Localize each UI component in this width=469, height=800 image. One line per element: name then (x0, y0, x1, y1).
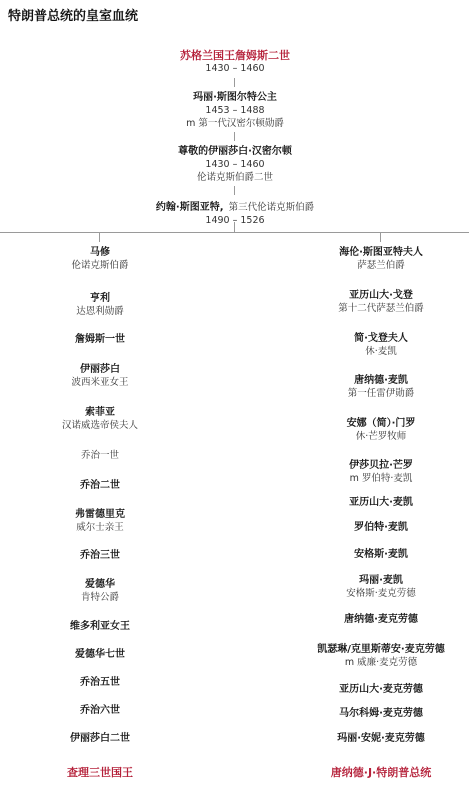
ancestor-name: 亚历山大·麦凯 (349, 497, 413, 508)
ancestor-name: 伊莎贝拉·芒罗 (349, 460, 413, 471)
right-node (354, 521, 408, 534)
ancestor-name: 简·戈登夫人 (354, 333, 408, 344)
left-node (75, 508, 125, 534)
ancestor-title: 波西米亚女王 (71, 377, 129, 388)
left-node (80, 676, 120, 689)
right-branch-drop (380, 232, 381, 242)
ancestor-name: 乔治三世 (80, 550, 120, 561)
right-node (354, 332, 408, 358)
left-node (81, 449, 119, 462)
ancestor-name: 约翰·斯图亚特, (155, 202, 224, 213)
trunk-node-elizabeth-hamilton (178, 145, 292, 184)
left-node (80, 704, 120, 717)
right-node (337, 732, 425, 745)
ancestor-title: 达恩利勋爵 (76, 306, 124, 317)
ancestor-name: 唐纳德·麦凯 (354, 375, 408, 386)
ancestor-name: 亚历山大·麦克劳德 (339, 684, 423, 695)
right-node (347, 417, 416, 443)
ancestor-dates: 1430 – 1460 (205, 159, 265, 170)
right-node (349, 496, 413, 509)
right-node-donald-trump (331, 766, 431, 779)
ancestor-name: 亨利 (89, 293, 110, 304)
ancestor-name: 查理三世国王 (67, 766, 133, 779)
ancestor-title: 萨瑟兰伯爵 (357, 260, 405, 271)
ancestor-name: 乔治一世 (80, 450, 120, 461)
ancestor-name: 乔治六世 (80, 705, 120, 716)
ancestor-title: 伦诺克斯伯爵 (71, 260, 129, 271)
left-node (75, 648, 125, 661)
ancestor-name: 唐纳德·麦克劳德 (344, 614, 418, 625)
branch-split-line (0, 232, 469, 233)
trunk-node-james-ii (180, 49, 290, 75)
left-branch-drop (99, 232, 100, 242)
ancestor-spouse: 安格斯·麦克劳德 (346, 588, 416, 599)
ancestor-name: 安格斯·麦凯 (354, 549, 408, 560)
ancestor-name: 尊敬的伊丽莎白·汉密尔顿 (178, 146, 292, 157)
right-node (349, 459, 413, 485)
left-node (81, 578, 119, 604)
left-node (76, 292, 124, 318)
ancestor-name: 玛丽·斯图尔特公主 (193, 92, 277, 103)
ancestor-name: 苏格兰国王詹姆斯二世 (180, 49, 290, 62)
ancestor-name: 伊丽莎白二世 (70, 733, 130, 744)
ancestor-name: 弗雷德里克 (75, 509, 125, 520)
ancestor-title: 威尔士亲王 (76, 522, 124, 533)
left-node (80, 549, 120, 562)
ancestor-name: 玛丽·安妮·麦克劳德 (337, 733, 425, 744)
ancestor-name: 亚历山大·戈登 (349, 290, 413, 301)
right-node (339, 707, 423, 720)
left-node (62, 406, 138, 432)
ancestor-name: 海伦·斯图亚特夫人 (339, 247, 423, 258)
trunk-node-mary-stewart (186, 91, 284, 130)
ancestor-name: 凯瑟琳/克里斯蒂安·麦克劳德 (317, 644, 445, 655)
ancestor-name: 安娜（简）·门罗 (346, 418, 416, 429)
right-node (338, 289, 424, 315)
ancestor-name: 维多利亚女王 (70, 621, 130, 632)
right-node (354, 548, 408, 561)
ancestor-name: 马尔科姆·麦克劳德 (339, 708, 423, 719)
connector-line (234, 186, 235, 195)
trunk-node-john-stewart (156, 198, 314, 227)
ancestor-name: 唐纳德·J·特朗普总统 (330, 766, 432, 779)
ancestor-spouse: m 第一代汉密尔顿勋爵 (186, 118, 284, 129)
ancestor-dates: 1490 – 1526 (205, 215, 265, 226)
left-node (70, 620, 130, 633)
ancestor-spouse: 休·麦凯 (365, 346, 397, 357)
left-node (71, 363, 128, 389)
ancestor-name: 索菲亚 (84, 407, 115, 418)
ancestor-title: 第三代伦诺克斯伯爵 (228, 202, 315, 213)
ancestor-title: 汉诺威选帝侯夫人 (61, 420, 139, 431)
ancestor-name: 马修 (89, 247, 110, 258)
left-node-king-charles-iii (67, 766, 133, 779)
connector-line (234, 78, 235, 87)
ancestor-name: 乔治二世 (80, 480, 120, 491)
right-node (317, 643, 444, 669)
ancestor-name: 爱德华七世 (75, 649, 125, 660)
right-node (339, 683, 423, 696)
left-node (80, 479, 120, 492)
ancestor-title: 第一任雷伊勋爵 (347, 388, 415, 399)
ancestor-name: 乔治五世 (80, 677, 120, 688)
left-node (75, 333, 125, 346)
left-node (71, 246, 128, 272)
right-node (344, 613, 418, 626)
ancestor-title: 伦诺克斯伯爵二世 (196, 172, 273, 183)
ancestor-dates: 1453 – 1488 (205, 105, 265, 116)
right-node (346, 574, 416, 600)
ancestor-name: 罗伯特·麦凯 (354, 522, 408, 533)
ancestor-title: 肯特公爵 (80, 592, 120, 603)
right-node (348, 374, 415, 400)
ancestor-name: 伊丽莎白 (79, 364, 120, 375)
ancestor-spouse: 休·芒罗牧师 (355, 431, 407, 442)
ancestor-spouse: m 威廉·麦克劳德 (344, 657, 418, 668)
ancestor-title: 第十二代萨瑟兰伯爵 (338, 303, 424, 314)
ancestor-name: 詹姆斯一世 (75, 334, 125, 345)
left-node (70, 732, 130, 745)
ancestor-name: 玛丽·麦凯 (359, 575, 403, 586)
ancestor-spouse: m 罗伯特·麦凯 (349, 473, 413, 484)
page-title: 特朗普总统的皇室血统 (8, 9, 139, 24)
connector-line (234, 132, 235, 141)
right-node (339, 246, 423, 272)
ancestor-dates: 1430 – 1460 (205, 63, 265, 74)
ancestor-name: 爱德华 (84, 579, 115, 590)
